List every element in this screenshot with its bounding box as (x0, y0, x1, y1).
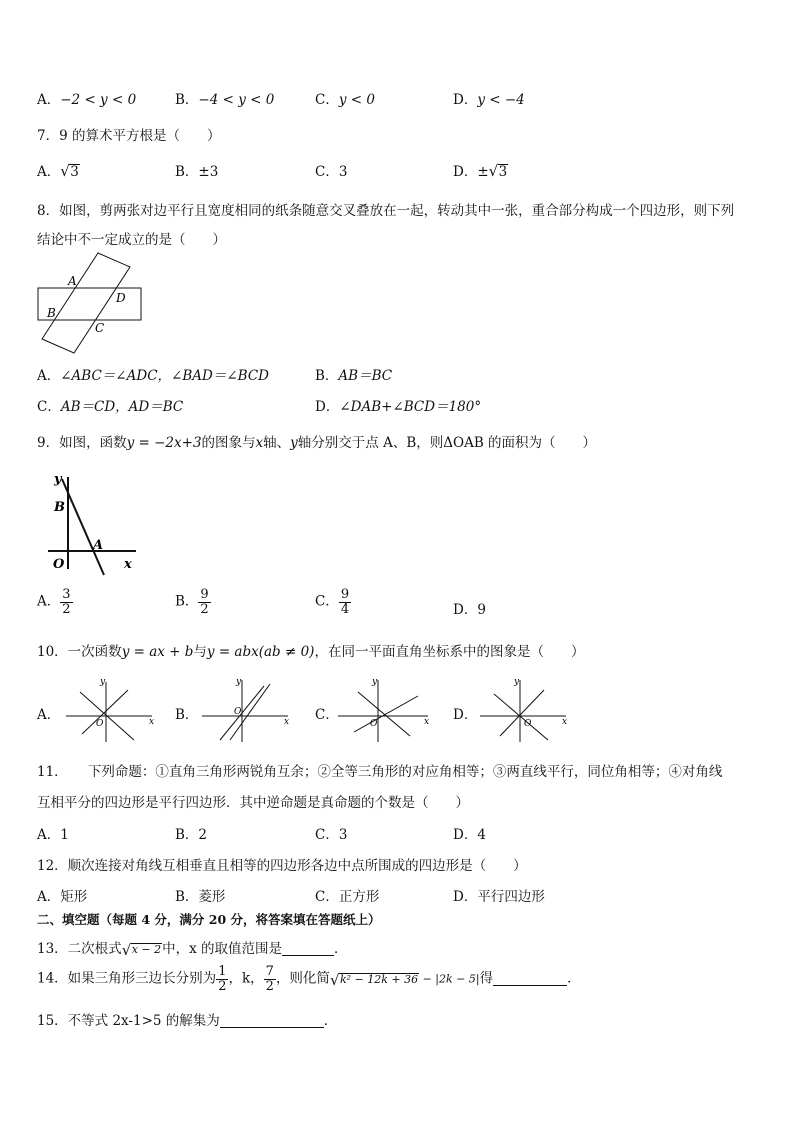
q10-a-y-label: y (100, 677, 106, 687)
q10-d-x-label: x (562, 717, 568, 727)
q10-d-o-label: O (524, 719, 532, 729)
q9-option-c: C． $\frac{9}{4}$ (315, 587, 350, 617)
q13-stem: 13．二次根式 √ x − 2中，x 的取值范围是 ． (37, 941, 348, 959)
q10-stem: 10．一次函数y = ax + b与y = abx(ab ≠ 0)，在同一平面直角坐标系中的图象是（ ） (37, 644, 585, 660)
q10-b-o-label: O (234, 707, 242, 717)
q10-c-y-label: y (372, 677, 378, 687)
q10-a-x-label: x (149, 717, 155, 727)
q9-label-o: O (53, 557, 65, 572)
q9-label-a: A (93, 538, 104, 553)
q11-stem-line2: 互相平分的四边形是平行四边形．其中逆命题是真命题的个数是（ ） (37, 795, 469, 811)
q11-option-b: B．2 (175, 827, 208, 843)
q9-label-y: y (54, 472, 62, 487)
q8-label-a: A (68, 274, 77, 288)
q12-option-c: C．正方形 (315, 889, 380, 905)
q9-graph (40, 465, 140, 577)
q13-answer-blank[interactable] (282, 941, 334, 956)
q9-stem: 9．如图，函数y = −2x+3的图象与x轴、y轴分别交于点 A、B，则ΔOAB 的面积为（ ） (37, 435, 597, 451)
q10-graph-a (62, 672, 158, 744)
q8-option-b: B．AB＝BC (315, 368, 393, 384)
q12-option-a: A．矩形 (37, 889, 88, 905)
q8-stem-line2: 结论中不一定成立的是（ ） (37, 232, 226, 248)
q8-option-d: D．∠DAB+∠BCD＝180° (315, 399, 482, 415)
q8-paper-strips-figure (34, 250, 146, 358)
q12-option-d: D．平行四边形 (453, 889, 545, 905)
q12-stem: 12．顺次连接对角线互相垂直且相等的四边形各边中点所围成的四边形是（ ） (37, 858, 527, 874)
q14-answer-blank[interactable] (493, 971, 567, 986)
q8-option-a: A．∠ABC＝∠ADC，∠BAD＝∠BCD (37, 368, 269, 384)
q10-c-o-label: O (370, 719, 378, 729)
q6-option-b: B．−4 < y < 0 (175, 92, 275, 108)
q10-option-d-label: D． (453, 707, 478, 723)
q10-b-x-label: x (284, 717, 290, 727)
q8-label-b: B (47, 306, 56, 320)
q10-b-y-label: y (236, 677, 242, 687)
q11-option-a: A．1 (37, 827, 69, 843)
q15-answer-blank[interactable] (220, 1013, 324, 1028)
q8-label-c: C (95, 321, 105, 335)
q9-option-b: B． $\frac{9}{2}$ (175, 587, 209, 617)
q10-graph-c (334, 672, 434, 744)
q6-option-c: C．y < 0 (315, 92, 375, 108)
q8-option-c: C．AB＝CD，AD＝BC (37, 399, 184, 415)
q11-option-d: D．4 (453, 827, 486, 843)
q8-label-d: D (116, 291, 126, 305)
q12-option-b: B．菱形 (175, 889, 226, 905)
q8-stem-line1: 8．如图，剪两张对边平行且宽度相同的纸条随意交叉叠放在一起，转动其中一张，重合部分构成一个四边形，则下列 (37, 203, 735, 219)
q10-option-c-label: C． (315, 707, 339, 723)
q7-option-d: D．± √ 3 (453, 162, 508, 180)
q9-option-a: A． $\frac{3}{2}$ (37, 587, 71, 617)
q10-d-y-label: y (514, 677, 520, 687)
q6-option-d: D．y < −4 (453, 92, 525, 108)
q9-option-d: D．9 (453, 602, 486, 618)
q9-label-b: B (54, 500, 65, 515)
q11-option-c: C．3 (315, 827, 348, 843)
q7-option-c: C．3 (315, 164, 348, 180)
q14-stem: 14．如果三角形三边长分别为 $\frac{1}{2}$ ，k， $\frac{7}{2}$ ，则化简 √ k² − 12k + 36 − |2k − 5|得 ． (37, 964, 581, 994)
q10-option-b-label: B． (175, 707, 199, 723)
q9-label-x: x (124, 557, 132, 572)
q10-graph-d (476, 672, 572, 744)
q7-option-a: A． √ 3 (37, 162, 79, 180)
q10-option-a-label: A． (37, 707, 61, 723)
q11-stem-line1: 11． 下列命题：①直角三角形两锐角互余；②全等三角形的对应角相等；③两直线平行，同位角相等；④对角线 (37, 764, 723, 780)
q6-option-a: A．−2 < y < 0 (37, 92, 137, 108)
q10-graph-b (198, 672, 294, 744)
q7-stem: 7．9 的算术平方根是（ ） (37, 128, 221, 144)
q15-stem: 15．不等式 2x-1>5 的解集为 ． (37, 1013, 338, 1029)
q10-c-x-label: x (424, 717, 430, 727)
section-2-title: 二、填空题（每题 4 分，满分 20 分，将答案填在答题纸上） (37, 912, 381, 927)
q7-option-b: B．±3 (175, 164, 219, 180)
q10-a-o-label: O (96, 719, 104, 729)
